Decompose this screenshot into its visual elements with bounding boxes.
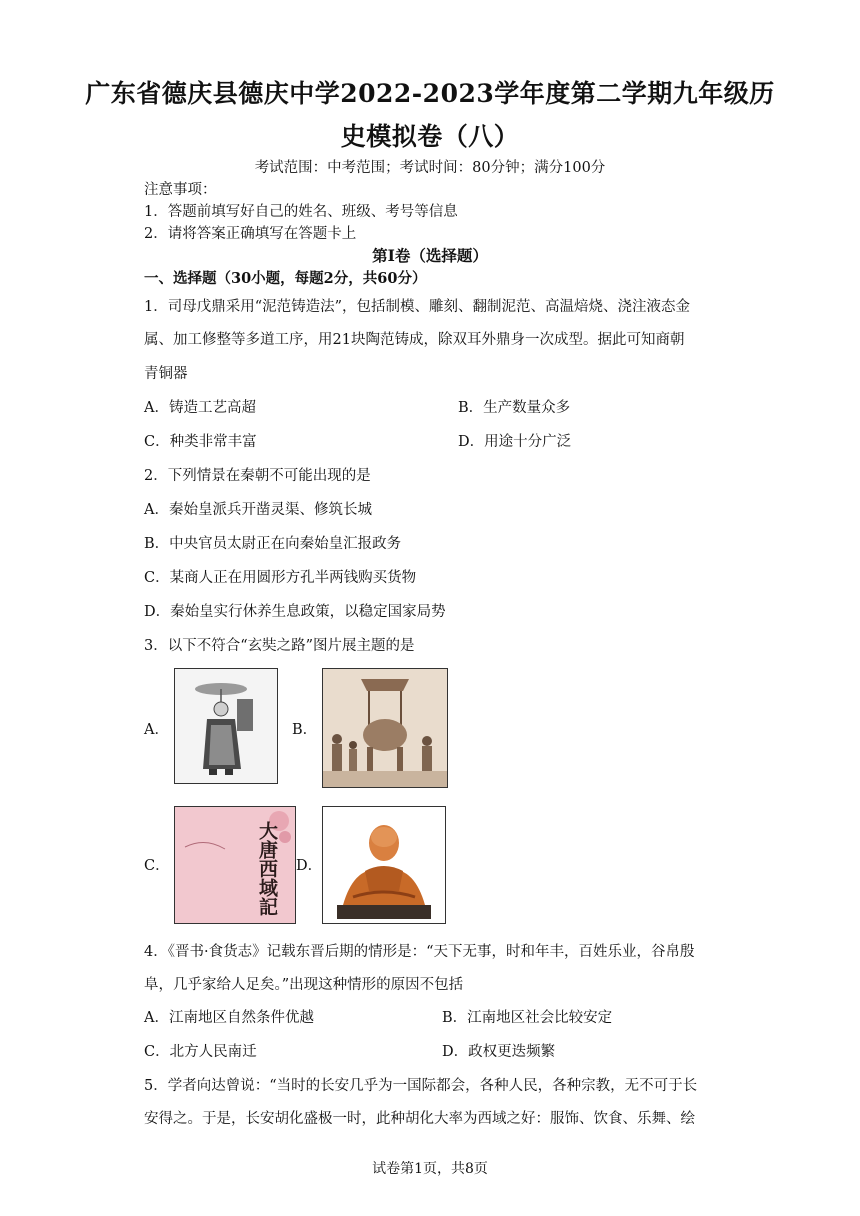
volume-title: 第I卷（选择题） <box>372 246 488 265</box>
page-title-line2: 史模拟卷（八） <box>340 122 520 151</box>
q3-option-a-label: A． <box>144 722 169 738</box>
notice-title: 注意事项： <box>144 182 217 198</box>
notice-item-2: 2．请将答案正确填写在答题卡上 <box>144 226 357 242</box>
q2-option-d: D．秦始皇实行休养生息政策，以稳定国家局势 <box>144 604 446 620</box>
q3-image-d-statue <box>322 806 446 924</box>
q1-option-c: C．种类非常丰富 <box>144 434 257 450</box>
part-title: 一、选择题（30小题，每题2分，共60分） <box>144 270 427 287</box>
notice-item-1: 1．答题前填写好自己的姓名、班级、考号等信息 <box>144 204 458 220</box>
q3-option-b-label: B． <box>292 722 318 738</box>
q4-stem-line1: 4．《晋书·食货志》记载东晋后期的情形是：“天下无事，时和年丰，百姓乐业，谷帛殷 <box>144 944 695 960</box>
book-cover-title: 大唐西域記 <box>256 821 278 916</box>
q4-option-d: D．政权更迭频繁 <box>442 1044 556 1060</box>
q1-option-a: A．铸造工艺高超 <box>144 400 256 416</box>
q5-stem-line2: 安得之。于是，长安胡化盛极一时，此种胡化大率为西域之好：服饰、饮食、乐舞、绘 <box>144 1111 695 1127</box>
q3-option-c-label: C． <box>144 858 170 874</box>
q1-stem-line3: 青铜器 <box>144 366 188 382</box>
q1-stem-line2: 属、加工修整等多道工序，用21块陶范铸成，除双耳外鼎身一次成型。据此可知商朝 <box>144 332 685 348</box>
q3-option-d-label: D． <box>296 858 323 874</box>
q3-image-b-procession <box>322 668 448 788</box>
page-footer: 试卷第1页，共8页 <box>372 1161 488 1177</box>
q2-option-a: A．秦始皇派兵开凿灵渠、修筑长城 <box>144 502 372 518</box>
q1-stem-line1: 1．司母戊鼎采用“泥范铸造法”，包括制模、雕刻、翻制泥范、高温焙烧、浇注液态金 <box>144 299 691 315</box>
page-title-line1: 广东省德庆县德庆中学2022-2023学年度第二学期九年级历 <box>85 79 775 108</box>
q2-option-c: C．某商人正在用圆形方孔半两钱购买货物 <box>144 570 417 586</box>
q4-option-c: C．北方人民南迁 <box>144 1044 257 1060</box>
q3-image-a-monk-traveler <box>174 668 278 784</box>
q3-stem: 3．以下不符合“玄奘之路”图片展主题的是 <box>144 638 415 654</box>
q1-option-b: B．生产数量众多 <box>458 400 571 416</box>
q4-stem-line2: 阜，几乎家给人足矣。”出现这种情形的原因不包括 <box>144 977 464 993</box>
q1-option-d: D．用途十分广泛 <box>458 434 572 450</box>
q5-stem-line1: 5．学者向达曾说：“当时的长安几乎为一国际都会，各种人民，各种宗教，无不可于长 <box>144 1078 698 1094</box>
q2-option-b: B．中央官员太尉正在向秦始皇汇报政务 <box>144 536 402 552</box>
q4-option-a: A．江南地区自然条件优越 <box>144 1010 314 1026</box>
q3-image-c-book-cover <box>174 806 296 924</box>
q4-option-b: B．江南地区社会比较安定 <box>442 1010 613 1026</box>
q2-stem: 2．下列情景在秦朝不可能出现的是 <box>144 468 371 484</box>
exam-info: 考试范围：中考范围；考试时间：80分钟；满分100分 <box>254 160 606 176</box>
